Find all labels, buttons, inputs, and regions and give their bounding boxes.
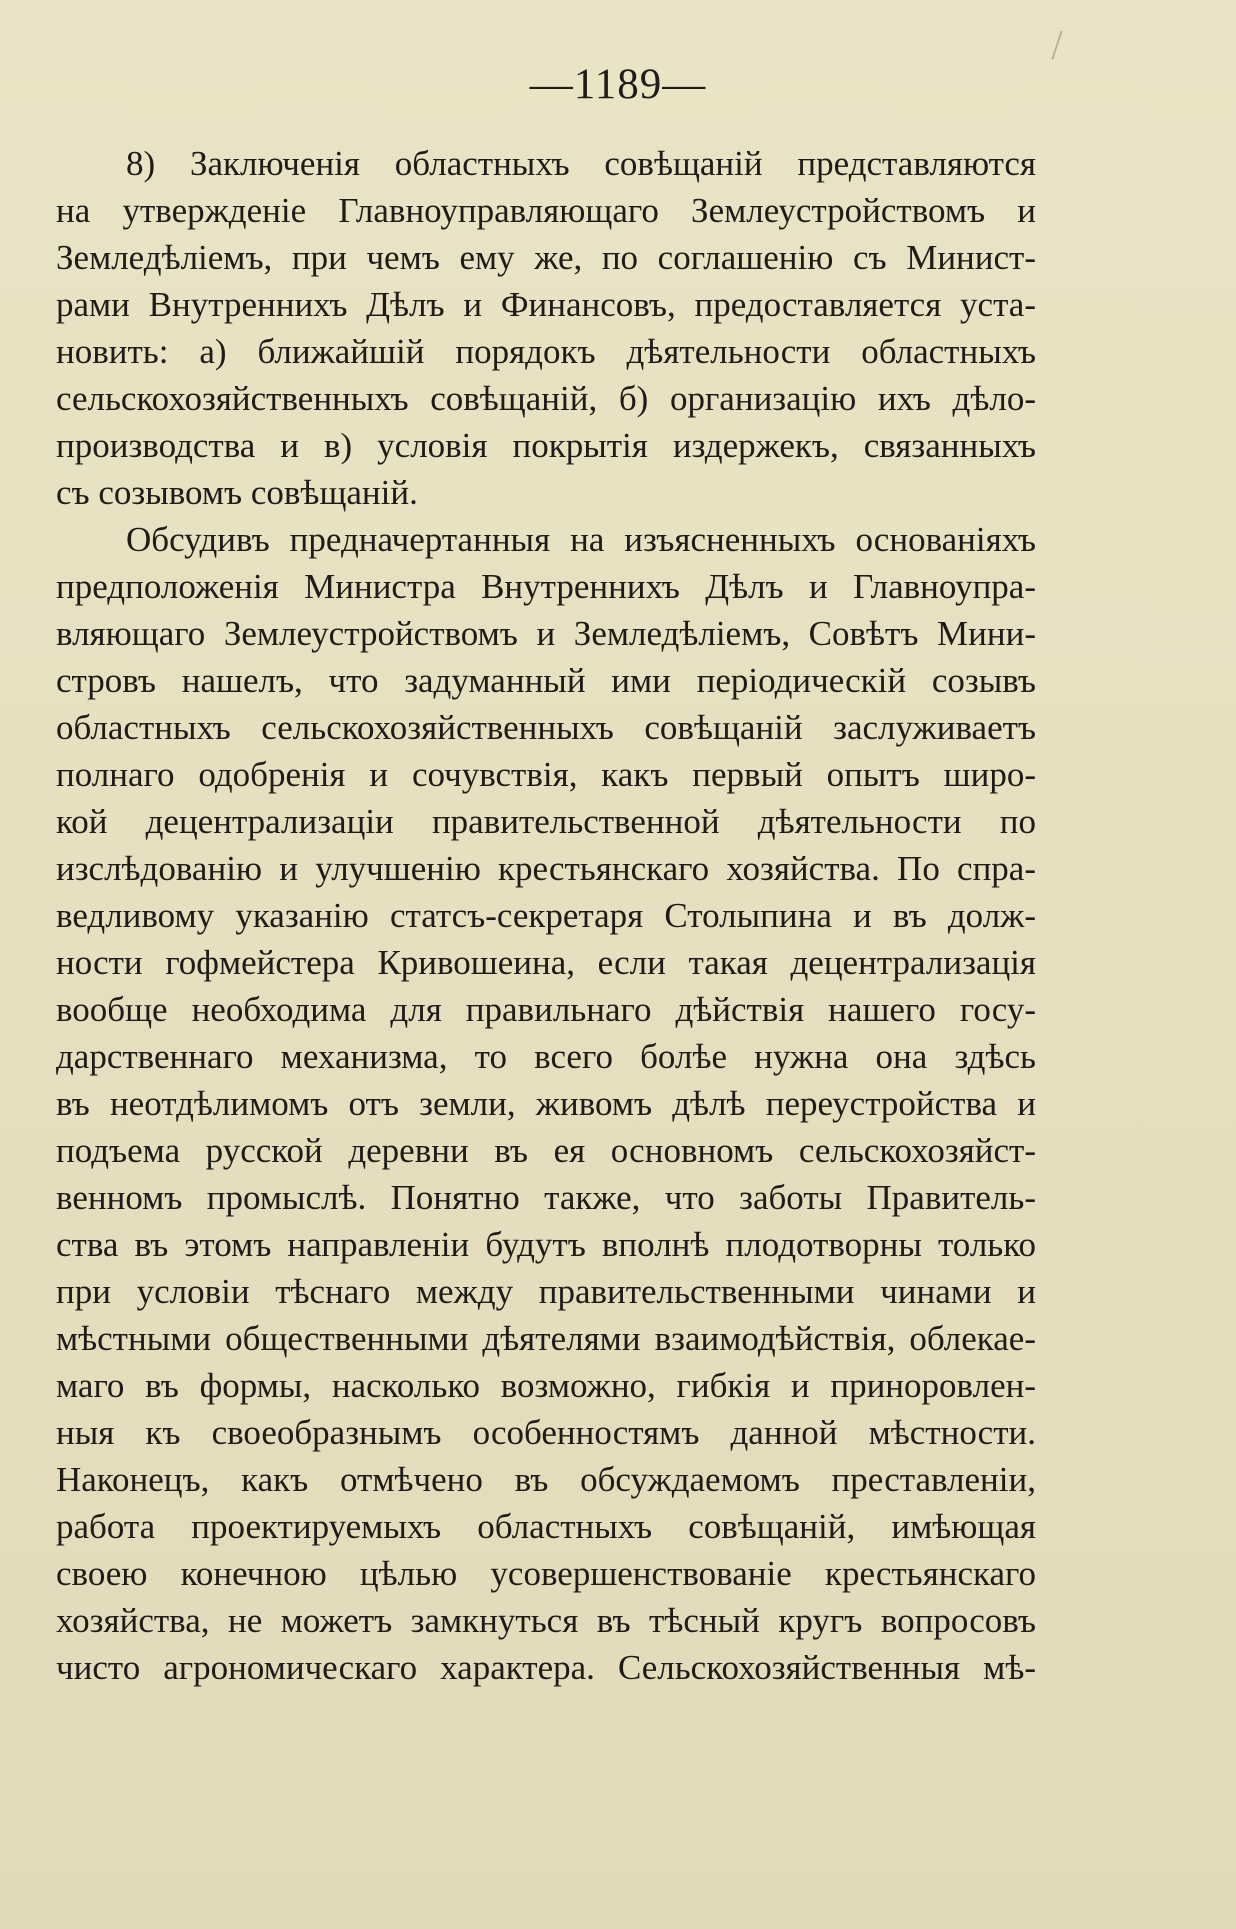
text-line: хозяйства, не можетъ замкнуться въ тѣсный кругъ вопросовъ (56, 1601, 1036, 1640)
text-line: маго въ формы, насколько возможно, гибкія и приноровлен- (56, 1366, 1036, 1405)
text-line: Наконецъ, какъ отмѣчено въ обсуждаемомъ преставленіи, (56, 1460, 1036, 1499)
page-number: —1189— (529, 61, 707, 108)
text-line: ныя къ своеобразнымъ особенностямъ данной мѣстности. (56, 1413, 1036, 1452)
text-line: подъема русской деревни въ ея основномъ сельскохозяйст- (56, 1131, 1036, 1170)
text-line: въ неотдѣлимомъ отъ земли, живомъ дѣлѣ переустройства и (56, 1084, 1036, 1123)
text-line: чисто агрономическаго характера. Сельскохозяйственныя мѣ- (56, 1648, 1036, 1687)
text-line: Обсудивъ предначертанныя на изъясненныхъ основаніяхъ (126, 520, 1036, 559)
text-line: вообще необходима для правильнаго дѣйствія нашего госу- (56, 990, 1036, 1029)
text-line: съ созывомъ совѣщаній. (56, 473, 418, 512)
text-line: новить: а) ближайшій порядокъ дѣятельности областныхъ (56, 332, 1036, 371)
text-line: на утвержденіе Главноуправляющаго Землеустройствомъ и (56, 191, 1036, 230)
paragraph-2 (56, 516, 1036, 1691)
text-line: сельскохозяйственныхъ совѣщаній, б) организацію ихъ дѣло- (56, 379, 1036, 418)
text-line: стровъ нашелъ, что задуманный ими періодическій созывъ (56, 661, 1036, 700)
text-line: мѣстными общественными дѣятелями взаимодѣйствія, облекае- (56, 1319, 1036, 1358)
text-line: ведливому указанію статсъ-секретаря Столыпина и въ долж- (56, 896, 1036, 935)
text-line: предположенія Министра Внутреннихъ Дѣлъ и Главноупра- (56, 567, 1036, 606)
text-line: кой децентрализаціи правительственной дѣятельности по (56, 802, 1036, 841)
text-line: Земледѣліемъ, при чемъ ему же, по соглашенію съ Минист- (56, 238, 1036, 277)
text-line: областныхъ сельскохозяйственныхъ совѣщаній заслуживаетъ (56, 708, 1036, 747)
text-line: работа проектируемыхъ областныхъ совѣщаній, имѣющая (56, 1507, 1036, 1546)
text-line: ности гофмейстера Кривошеина, если такая децентрализація (56, 943, 1036, 982)
text-line: полнаго одобренія и сочувствія, какъ первый опытъ широ- (56, 755, 1036, 794)
text-line: изслѣдованію и улучшенію крестьянскаго хозяйства. По спра- (56, 849, 1036, 888)
text-line: дарственнаго механизма, то всего болѣе нужна она здѣсь (56, 1037, 1036, 1076)
text-line: своею конечною цѣлью усовершенствованіе крестьянскаго (56, 1554, 1036, 1593)
text-line: рами Внутреннихъ Дѣлъ и Финансовъ, предоставляется уста- (56, 285, 1036, 324)
scan-mark (1051, 30, 1062, 59)
text-line: производства и в) условія покрытія издержекъ, связанныхъ (56, 426, 1036, 465)
text-line: вляющаго Землеустройствомъ и Земледѣліемъ, Совѣтъ Мини- (56, 614, 1036, 653)
body-text (56, 140, 1036, 1691)
text-line: ства въ этомъ направленіи будутъ вполнѣ плодотворны только (56, 1225, 1036, 1264)
text-line: 8) Заключенія областныхъ совѣщаній представляются (126, 144, 1036, 183)
text-line: венномъ промыслѣ. Понятно также, что заботы Правитель- (56, 1178, 1036, 1217)
text-line: при условіи тѣснаго между правительственными чинами и (56, 1272, 1036, 1311)
paragraph-1 (56, 140, 1036, 516)
